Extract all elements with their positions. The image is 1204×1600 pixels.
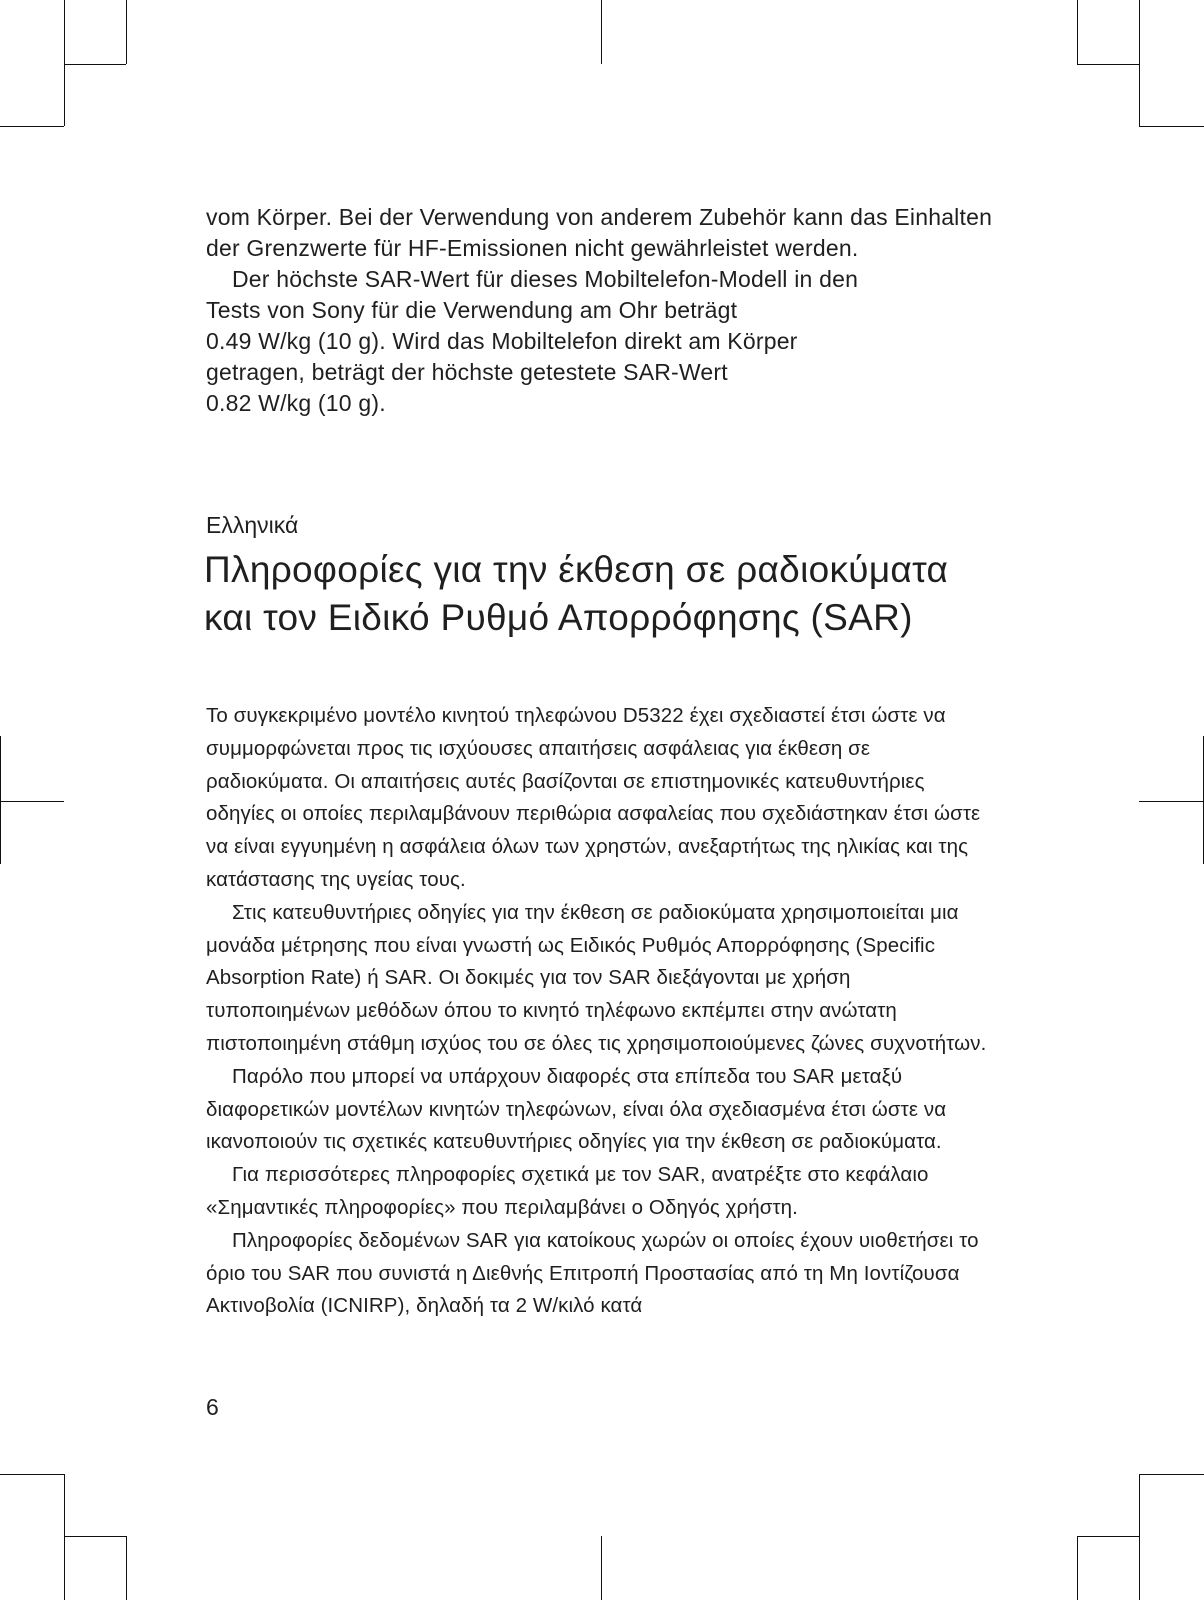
crop-mark — [1077, 1536, 1078, 1600]
german-line: Der höchste SAR-Wert für dieses Mobiltelefon-Modell in den — [232, 266, 859, 292]
german-line: 0.82 W/kg (10 g). — [206, 390, 386, 416]
german-line: 0.49 W/kg (10 g). Wird das Mobiltelefon direkt am Körper — [206, 328, 798, 354]
greek-text-block — [206, 700, 996, 1323]
crop-mark — [1077, 0, 1078, 64]
german-paragraph-sar — [206, 264, 996, 419]
crop-mark — [1139, 1474, 1140, 1600]
greek-paragraph: Στις κατευθυντήριες οδηγίες για την έκθεση σε ραδιοκύματα χρησιμοποιείται μια μονάδα μέτρησης που είναι γνωστή ως Ειδικός Ρυθμός Απορρόφησης (Specific Absorption Rate) ή SAR. Οι δοκιμές για τον SAR διεξάγονται με χρήση τυποποιημένων μεθόδων όπου το κινητό τηλέφωνο εκπέμπει στην ανώτατη πιστοποιημένη στάθμη ισχύος του σε όλες τις χρησιμοποιούμενες ζώνες συχνοτήτων. — [206, 900, 987, 1055]
greek-paragraph: Το συγκεκριμένο μοντέλο κινητού τηλεφώνου D5322 έχει σχεδιαστεί έτσι ώστε να συμμορφώνεται προς τις ισχύουσες απαιτήσεις ασφάλειας για έκθεση σε ραδιοκύματα. Οι απαιτήσεις αυτές βασίζονται σε επιστημονικές κατευθυντήριες οδηγίες οι οποίες περιλαμβάνουν περιθώρια ασφαλείας που σχεδιάστηκαν έτσι ώστε να είναι εγγυημένη η ασφάλεια όλων των χρηστών, ανεξαρτήτως της ηλικίας και της κατάστασης της υγείας τους. — [206, 704, 981, 891]
crop-mark — [64, 1474, 65, 1600]
crop-mark — [1139, 126, 1204, 127]
crop-mark — [64, 1536, 126, 1537]
greek-paragraph: Πληροφορίες δεδομένων SAR για κατοίκους χωρών οι οποίες έχουν υιοθετήσει το όριο του SAR που συνιστά η Διεθνής Επιτροπή Προστασίας από τη Μη Ιοντίζουσα Ακτινοβολία (ICNIRP), δηλαδή τα 2 W/κιλό κατά — [206, 1228, 979, 1318]
german-paragraph: vom Körper. Bei der Verwendung von anderem Zubehör kann das Einhalten der Grenzwerte für HF-Emissionen nicht gewährleistet werden. — [206, 204, 993, 261]
crop-mark — [0, 801, 64, 802]
crop-mark — [64, 0, 65, 126]
german-line: Tests von Sony für die Verwendung am Ohr beträgt — [206, 297, 738, 323]
crop-mark — [0, 736, 1, 864]
language-label: Ελληνικά — [206, 512, 299, 538]
crop-mark — [126, 0, 127, 64]
crop-mark — [1139, 0, 1140, 126]
crop-mark — [0, 1474, 64, 1475]
german-line: getragen, beträgt der höchste getestete SAR-Wert — [206, 359, 728, 385]
crop-mark — [1077, 1536, 1139, 1537]
crop-mark — [601, 0, 602, 64]
crop-mark — [0, 126, 64, 127]
greek-paragraph: Παρόλο που μπορεί να υπάρχουν διαφορές στα επίπεδα του SAR μεταξύ διαφορετικών μοντέλων κινητών τηλεφώνων, είναι όλα σχεδιασμένα έτσι ώστε να ικανοποιούν τις σχετικές κατευθυντήριες οδηγίες για την έκθεση σε ραδιοκύματα. — [206, 1064, 947, 1154]
greek-paragraph: Για περισσότερες πληροφορίες σχετικά με τον SAR, ανατρέξτε στο κεφάλαιο «Σημαντικές πληροφορίες» που περιλαμβάνει ο Οδηγός χρήστη. — [206, 1163, 929, 1219]
page-number: 6 — [206, 1394, 219, 1420]
german-text-block — [206, 202, 996, 419]
section-title: Πληροφορίες για την έκθεση σε ραδιοκύματα και τον Ειδικό Ρυθμό Απορρόφησης (SAR) — [204, 549, 949, 638]
crop-mark — [601, 1536, 602, 1600]
crop-mark — [1139, 801, 1204, 802]
crop-mark — [126, 1536, 127, 1600]
crop-mark — [1139, 1474, 1204, 1475]
crop-mark — [64, 64, 126, 65]
crop-mark — [1077, 64, 1139, 65]
